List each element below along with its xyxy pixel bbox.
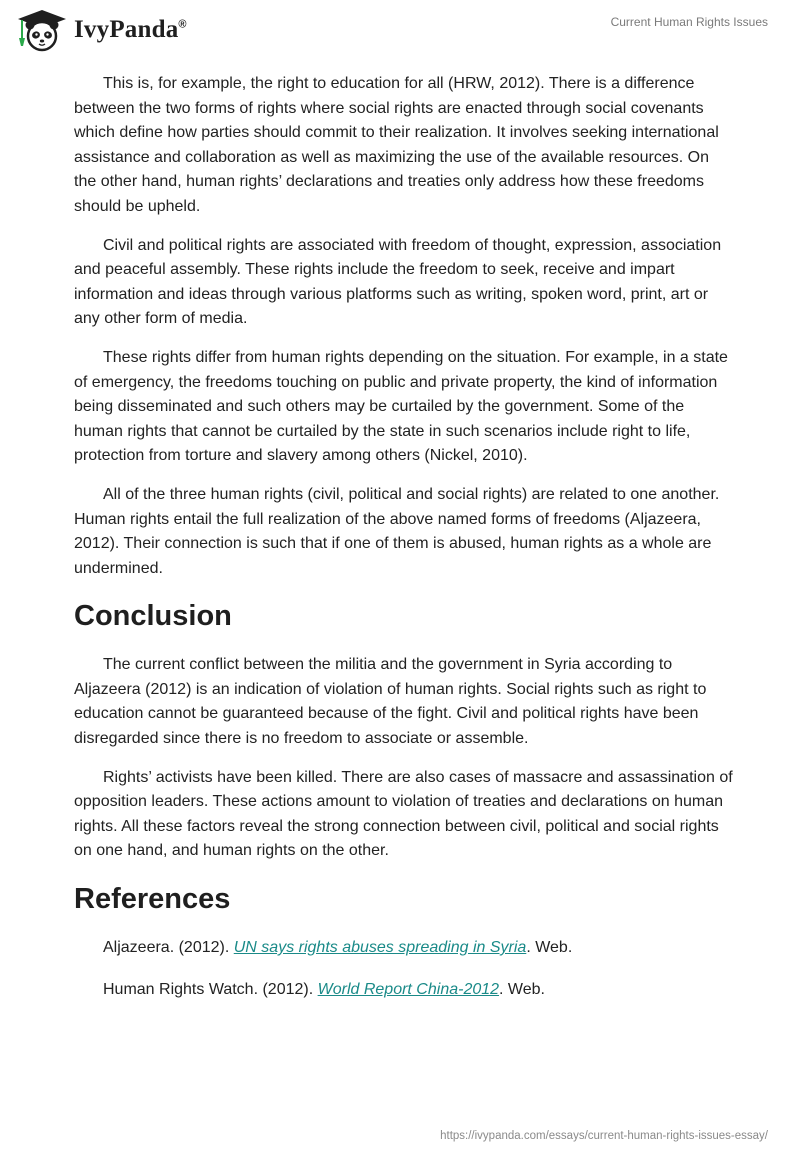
reference-item — [103, 978, 734, 1002]
references-heading: References — [74, 883, 231, 916]
reference-suffix: . Web. — [526, 939, 573, 957]
panda-graduation-cap-icon — [14, 8, 70, 52]
body-paragraph: This is, for example, the right to education for all (HRW, 2012). There is a difference between the two forms of rights where social rights are enacted through social covenants which define how parties should commit to their realization. It involves seeking international assistance and collaboration as well as maximizing the use of the available resources. On the other hand, human rights’ declarations and treaties only address how these freedoms should be upheld. — [74, 75, 719, 215]
conclusion-heading: Conclusion — [74, 600, 232, 633]
page-header — [0, 0, 800, 60]
body-paragraph: These rights differ from human rights depending on the situation. For example, in a state of emergency, the freedoms touching on public and private property, the kind of information being disseminated and such others may be curtailed by the government. Some of the human rights that cannot be curtailed by the state in such scenarios include right to life, protection from torture and slavery among others (Nickel, 2010). — [74, 348, 728, 465]
body-paragraph: Civil and political rights are associated with freedom of thought, expression, association and peaceful assembly. These rights include the freedom to seek, receive and impart information and ideas through various platforms such as writing, spoken word, print, art or any other form of media. — [74, 236, 722, 328]
reference-link[interactable]: World Report China-2012 — [317, 981, 500, 999]
reference-item — [103, 936, 734, 960]
brand-name: IvyPanda® — [74, 16, 187, 43]
reference-link[interactable]: UN says rights abuses spreading in Syria — [233, 939, 527, 957]
reference-prefix: Aljazeera. (2012). — [103, 939, 234, 957]
conclusion-paragraph: The current conflict between the militia and the government in Syria according to Aljazeera (2012) is an indication of violation of human rights. Social rights such as right to education cannot be guaranteed because of the fight. Civil and political rights have been disregarded since there is no freedom to associate or assemble. — [74, 656, 707, 748]
brand-logo[interactable] — [14, 8, 187, 52]
reference-prefix: Human Rights Watch. (2012). — [103, 981, 318, 999]
body-paragraph: All of the three human rights (civil, political and social rights) are related to one another. Human rights entail the full realization of the above named forms of freedoms (Aljazeera, 2012). Their connection is such that if one of them is abused, human rights as a whole are undermined. — [74, 485, 720, 577]
reference-suffix: . Web. — [499, 981, 545, 999]
essay-content — [74, 72, 734, 1020]
conclusion-paragraph: Rights’ activists have been killed. There are also cases of massacre and assassination of opposition leaders. These actions amount to violation of treaties and declarations on human rights. All these factors reveal the strong connection between civil, political and social rights on one hand, and human rights on the other. — [74, 768, 733, 860]
source-url[interactable]: https://ivypanda.com/essays/current-human-rights-issues-essay/ — [440, 1130, 768, 1142]
document-title: Current Human Rights Issues — [610, 15, 768, 29]
